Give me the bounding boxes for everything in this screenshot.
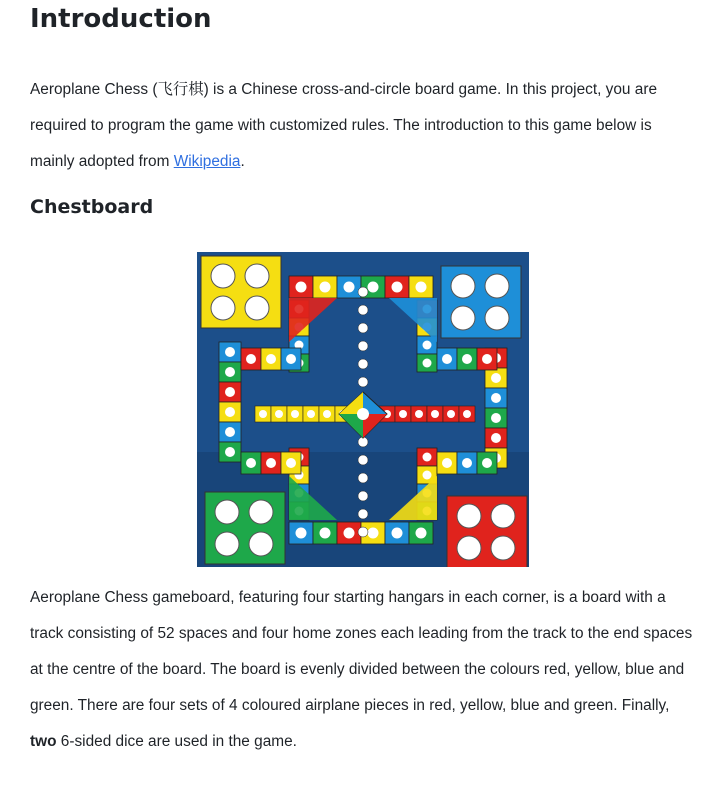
track-dot (442, 458, 452, 468)
blue-hangar-slot (485, 274, 509, 298)
description-text-end: 6-sided dice are used in the game. (56, 733, 297, 750)
track-dot (368, 282, 379, 293)
wikipedia-link[interactable]: Wikipedia (173, 153, 241, 170)
yellow-hangar (201, 256, 281, 328)
track-dot (225, 447, 235, 457)
section-heading: Chestboard (30, 196, 154, 218)
track-dot (423, 471, 432, 480)
track-dot (423, 341, 432, 350)
track-dot (462, 354, 472, 364)
green-hangar-slot (215, 500, 239, 524)
track-dot (225, 347, 235, 357)
track-dot (320, 282, 331, 293)
track-dot (344, 282, 355, 293)
track-dot (225, 407, 235, 417)
yellow-hangar-slot (245, 264, 269, 288)
track-dot (392, 282, 403, 293)
blue-home-lane (358, 287, 368, 297)
green-home-lane (358, 491, 368, 501)
home-lane-dot (463, 410, 471, 418)
blue-home-lane (358, 359, 368, 369)
green-home-lane (358, 509, 368, 519)
track-dot (266, 354, 276, 364)
board-image (197, 252, 529, 567)
home-lane-dot (431, 410, 439, 418)
green-home-lane (358, 527, 368, 537)
green-hangar-slot (215, 532, 239, 556)
blue-home-lane (358, 305, 368, 315)
blue-home-lane (358, 323, 368, 333)
track-dot (368, 528, 379, 539)
intro-paragraph (30, 72, 700, 180)
aeroplane-chess-board (197, 252, 529, 567)
home-lane-dot (399, 410, 407, 418)
red-hangar (447, 496, 527, 567)
track-dot (246, 354, 256, 364)
blue-home-lane (358, 377, 368, 387)
description-text: Aeroplane Chess gameboard, featuring four starting hangars in each corner, is a board with a track consisting of 52 spaces and four home zones each leading from the track to the end spaces at the centre of the board. The board is evenly divided between the colours red, yellow, blue and green. There are four sets of 4 coloured airplane pieces in red, yellow, blue and green. Finally, (30, 589, 693, 714)
track-dot (416, 282, 427, 293)
track-dot (225, 387, 235, 397)
red-hangar-slot (457, 504, 481, 528)
red-hangar-slot (491, 504, 515, 528)
blue-hangar (441, 266, 521, 338)
track-dot (286, 354, 296, 364)
green-hangar (205, 492, 285, 564)
track-dot (442, 354, 452, 364)
intro-text: Aeroplane Chess (飞行棋) is a Chinese cross-and-circle board game. In this project, you are required to program the game with customized rules. The introduction to this game below is mainly adopted from (30, 81, 658, 170)
track-dot (482, 354, 492, 364)
intro-text-end: . (240, 153, 245, 170)
track-dot (392, 528, 403, 539)
green-hangar-slot (249, 532, 273, 556)
page-title: Introduction (30, 4, 212, 34)
track-dot (344, 528, 355, 539)
blue-hangar-slot (451, 306, 475, 330)
track-dot (491, 413, 501, 423)
red-hangar-slot (457, 536, 481, 560)
yellow-hangar-slot (211, 264, 235, 288)
blue-hangar-slot (451, 274, 475, 298)
home-lane-dot (259, 410, 267, 418)
track-dot (423, 453, 432, 462)
track-dot (491, 393, 501, 403)
track-dot (225, 427, 235, 437)
track-dot (296, 528, 307, 539)
track-dot (225, 367, 235, 377)
track-dot (462, 458, 472, 468)
track-dot (423, 359, 432, 368)
track-dot (320, 528, 331, 539)
home-lane-dot (307, 410, 315, 418)
home-lane-dot (323, 410, 331, 418)
green-hangar-slot (249, 500, 273, 524)
blue-hangar-slot (485, 306, 509, 330)
home-lane-dot (415, 410, 423, 418)
track-dot (482, 458, 492, 468)
red-hangar-slot (491, 536, 515, 560)
yellow-hangar-slot (245, 296, 269, 320)
blue-home-lane (358, 341, 368, 351)
home-lane-dot (275, 410, 283, 418)
track-dot (246, 458, 256, 468)
track-dot (416, 528, 427, 539)
track-dot (266, 458, 276, 468)
green-home-lane (358, 455, 368, 465)
track-dot (286, 458, 296, 468)
track-dot (491, 433, 501, 443)
home-lane-dot (291, 410, 299, 418)
description-paragraph (30, 580, 700, 760)
green-home-lane (358, 473, 368, 483)
track-dot (296, 282, 307, 293)
track-dot (491, 373, 501, 383)
home-lane-dot (447, 410, 455, 418)
bold-two: two (30, 733, 57, 750)
center-dot (357, 408, 369, 420)
yellow-hangar-slot (211, 296, 235, 320)
